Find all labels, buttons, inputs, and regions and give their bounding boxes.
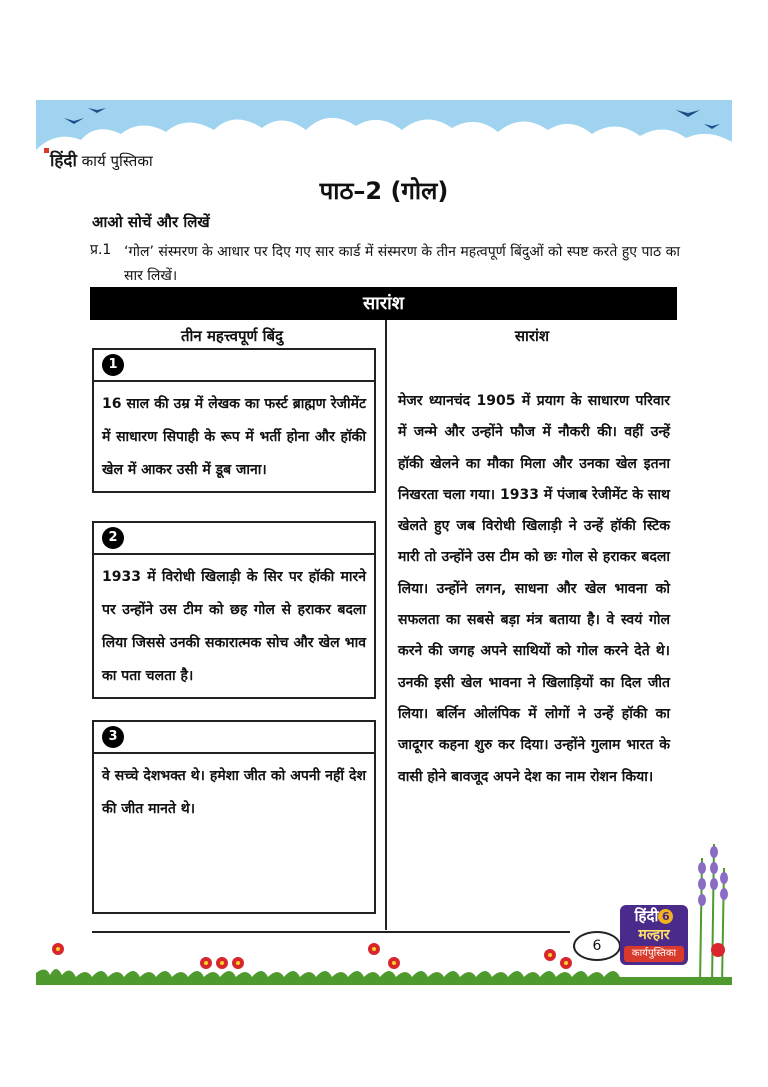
page-number: 6 (573, 931, 621, 961)
summary-text: मेजर ध्यानचंद 1905 में प्रयाग के साधारण परिवार में जन्मे और उन्होंने फौज में नौकरी की। वहीं उन्हें हॉकी खेलने का मौका मिला और उनका खेल इतना निखरता चला गया। 1933 में पंजाब रेजीमेंट के साथ खेलते हुए जब विरोधी खिलाड़ी ने उन्हें हॉकी स्टिक मारी तो उन्होंने उस टीम को छः गोल से हराकर बदला लिया। उन्होंने लगन, साधना और खेल भावना को सफलता का सबसे बड़ा मंत्र बताया है। वे स्वयं गोल करने की जगह अपने साथियों को गोल करने देते थे। उनकी इसी खेल भावना ने खिलाड़ियों का दिल जीत लिया। बर्लिन ओलंपिक में लोगों ने उन्हें हॉकी का जादूगर कहना शुरु कर दिया। उन्होंने गुलाम भारत के वासी होने बावजूद अपने देश का नाम रोशन किया। (398, 393, 670, 785)
column-divider (385, 320, 387, 930)
point-number-badge: 1 (102, 354, 124, 376)
section-heading: आओ सोचें और लिखें (92, 213, 210, 231)
workbook-brand (44, 148, 153, 171)
point-text: 1933 में विरोधी खिलाड़ी के सिर पर हॉकी मारने पर उन्होंने उस टीम को छह गोल से हराकर बदला लिया जिससे उनकी सकारात्मक सोच और खेल भाव का पता चलता है। (102, 569, 366, 684)
lesson-title: पाठ–2 (गोल) (319, 177, 449, 205)
point-text: 16 साल की उम्र में लेखक का फर्स्ट ब्राह्मण रेजीमेंट में साधारण सिपाही के रूप में भर्ती होना और हॉकी खेल में आकर उसी में डूब जाना। (102, 396, 366, 478)
sky-banner (36, 100, 732, 150)
summary-header-bar: सारांश (90, 287, 677, 320)
question-number: प्र.1 (90, 242, 112, 258)
badge-caption: कार्यपुस्तिका (624, 946, 684, 962)
point-card-1 (92, 348, 376, 493)
lavender-icon (690, 838, 732, 985)
point-number-badge: 2 (102, 527, 124, 549)
point-card-2 (92, 521, 376, 699)
brand-text: कार्य पुस्तिका (81, 152, 153, 170)
footer-rule (92, 931, 570, 933)
workbook-badge (620, 905, 688, 965)
hindi-logo: हिंदी (44, 151, 77, 171)
point-card-3 (92, 720, 376, 914)
left-column-heading: तीन महत्त्वपूर्ण बिंदु (180, 327, 284, 345)
badge-title: हिंदी (634, 907, 659, 925)
point-text: वे सच्चे देशभक्त थे। हमेशा जीत को अपनी नहीं देश की जीत मानते थे। (102, 768, 366, 817)
point-number-badge: 3 (102, 726, 124, 748)
flower-icon (52, 943, 572, 969)
question-text: ‘गोल’ संस्मरण के आधार पर दिए गए सार कार्ड में संस्मरण के तीन महत्वपूर्ण बिंदुओं को स्पष्ट करते हुए पाठ का सार लिखें। (124, 244, 680, 284)
badge-subtitle: मल्हार (638, 927, 670, 943)
right-column-heading: सारांश (514, 327, 550, 345)
badge-grade: 6 (658, 909, 673, 924)
